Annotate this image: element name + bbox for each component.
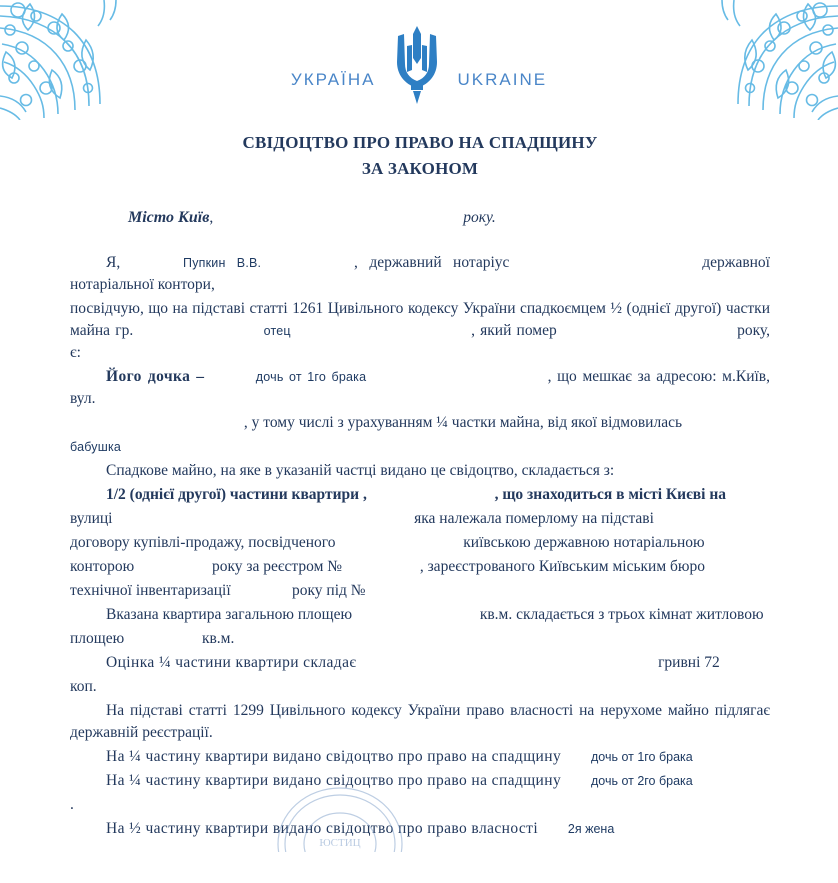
paragraph-heir-share	[70, 412, 770, 434]
property-location-text: , що знаходиться в місті Києві на	[494, 485, 727, 503]
paragraph-inventory	[70, 580, 770, 602]
handwritten-deceased: отец	[263, 323, 291, 338]
document-body	[70, 130, 770, 849]
paragraph-heir-daughter	[70, 366, 770, 410]
handwritten-renouncer: бабушка	[70, 439, 122, 454]
trident-glyph-icon	[388, 24, 446, 108]
handwritten-certificate-2-heir: дочь от 2го брака	[590, 773, 693, 788]
apartment-rooms-text: кв.м. складається з трьох кімнат житловою	[479, 605, 764, 623]
paragraph-property-share	[70, 484, 770, 506]
registry-number-label: року за реєстром №	[211, 557, 343, 575]
paragraph-certificate-3	[70, 818, 770, 840]
deceased-year-suffix: року, є:	[70, 321, 770, 361]
paragraph-renouncer	[70, 436, 770, 458]
paragraph-legal-basis	[70, 298, 770, 364]
page-title-line-1: СВІДОЦТВО ПРО ПРАВО НА СПАДЩИНУ	[242, 133, 598, 152]
notary-office-text-2: київською державною нотаріальною	[463, 533, 705, 551]
inventory-label: технічної інвентаризації	[70, 581, 231, 599]
paragraph-certificate-2-dot	[70, 794, 770, 816]
deceased-suffix: , який помер	[471, 321, 557, 339]
country-name-ukrainian: УКРАЇНА	[290, 69, 376, 89]
living-area-unit: кв.м.	[201, 629, 235, 647]
notary-intro-prefix: Я,	[106, 253, 121, 271]
certificate-2-dot: .	[70, 795, 74, 813]
street-label: вулиці	[70, 509, 113, 527]
property-share-label: 1/2 (однієї другої) частини квартири ,	[106, 485, 367, 503]
certificate-2-text: На ¼ частину квартири видано свідоцтво про право на спадщину	[106, 771, 562, 789]
paragraph-certificate-1	[70, 746, 770, 768]
document-header	[0, 18, 838, 113]
paragraph-registry	[70, 556, 770, 578]
registry-bureau-text: , зареєстрованого Київським міським бюро	[419, 557, 705, 575]
paragraph-inheritance-intro	[70, 460, 770, 482]
inventory-number-label: року під №	[292, 581, 366, 599]
city-and-date-row	[128, 207, 770, 230]
paragraph-certificate-2	[70, 770, 770, 792]
certificate-3-text: На ½ частину квартири видано свідоцтво про право власності	[106, 819, 539, 837]
notary-intro-middle: , державний нотаріус	[354, 253, 510, 271]
official-stamp-icon	[265, 782, 415, 852]
ukraine-trident-icon	[386, 23, 448, 109]
heir-share-text: , у тому числі з урахуванням ¼ частки майна, від якої відмовилась	[243, 413, 683, 431]
page-title	[70, 130, 770, 181]
stamp-text: ЮСТИЦ	[319, 836, 361, 849]
city-comma: ,	[209, 209, 214, 226]
paragraph-living-area	[70, 628, 770, 650]
paragraph-street	[70, 508, 770, 530]
office-label: конторою	[70, 557, 135, 575]
valuation-kopecks: коп.	[70, 677, 97, 695]
registration-law-text: На підставі статті 1299 Цивільного кодексу України право власності на нерухоме майно підлягає державній реєстрації.	[70, 701, 770, 741]
date-year-label: року.	[463, 209, 496, 226]
page-title-line-2: ЗА ЗАКОНОМ	[361, 158, 479, 178]
handwritten-notary-name: Пупкин В.В.	[183, 255, 262, 270]
paragraph-contract	[70, 532, 770, 554]
heir-address-text: , що мешкає за адресою: м.Київ, вул.	[70, 367, 770, 407]
city-field: Місто Київ	[128, 209, 210, 226]
contract-text: договору купівлі-продажу, посвідченого	[70, 533, 336, 551]
valuation-amount: гривні 72	[658, 653, 720, 671]
handwritten-heir-name: дочь от 1го брака	[255, 369, 367, 384]
certificate-1-text: На ¼ частину квартири видано свідоцтво про право на спадщину	[106, 747, 562, 765]
legal-basis-text: посвідчую, що на підставі статті 1261 Цивільного кодексу України спадкоємцем ½ (однієї другої) частки майна гр.	[70, 299, 770, 339]
paragraph-valuation-kop	[70, 676, 770, 698]
paragraph-apartment-area	[70, 604, 770, 626]
heir-label: Його дочка –	[106, 367, 205, 385]
paragraph-valuation	[70, 652, 770, 674]
paragraph-registration-law	[70, 700, 770, 744]
valuation-label: Оцінка ¼ частини квартири складає	[106, 653, 357, 671]
handwritten-certificate-3-heir: 2я жена	[567, 821, 615, 836]
country-name-english: UKRAINE	[457, 69, 548, 89]
ownership-basis-text: яка належала померлому на підставі	[414, 509, 654, 527]
inheritance-intro-text: Спадкове майно, на яке в указаній частці видано це свідоцтво, складається з:	[106, 461, 615, 479]
paragraph-notary-intro	[70, 252, 770, 296]
redacted-value	[235, 580, 289, 602]
handwritten-certificate-1-heir: дочь от 1го брака	[590, 749, 693, 764]
apartment-area-label: Вказана квартира загальною площею	[106, 605, 353, 623]
living-area-label: площею	[70, 629, 125, 647]
notary-office-text: державної нотаріальної контори,	[70, 253, 770, 293]
